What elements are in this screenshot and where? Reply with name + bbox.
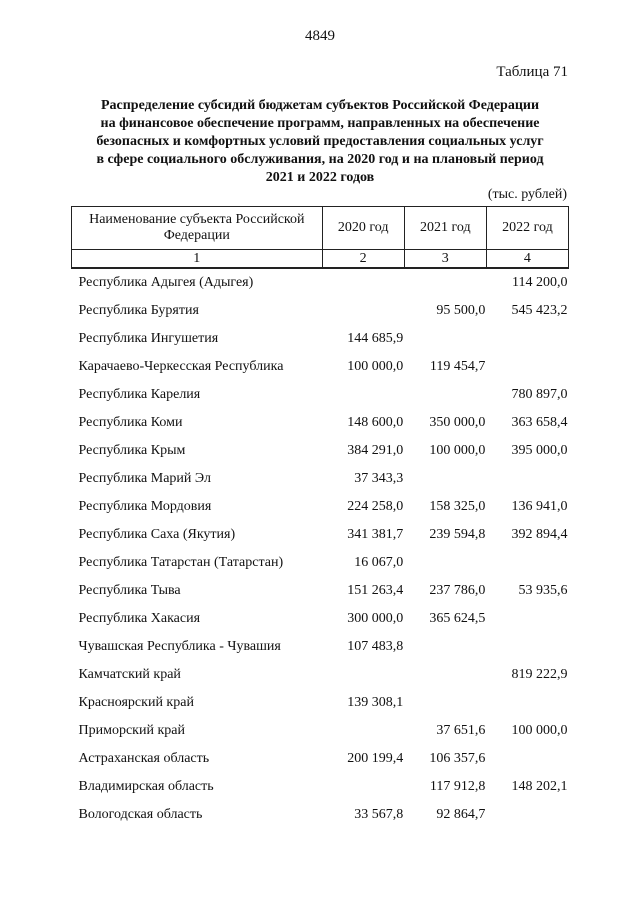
value-2020-cell: 139 308,1 <box>347 695 404 710</box>
title-line: безопасных и комфортных условий предоставления социальных услуг <box>96 134 544 149</box>
table-row <box>72 689 569 717</box>
value-2022-cell: 136 941,0 <box>511 499 568 514</box>
value-2022-cell <box>486 801 568 829</box>
value-2021-cell: 350 000,0 <box>429 415 486 430</box>
subject-name-cell: Красноярский край <box>78 695 194 710</box>
table-row <box>72 717 569 745</box>
title-line: на финансовое обеспечение программ, направленных на обеспечение <box>100 116 540 131</box>
value-2022-cell <box>486 745 568 773</box>
value-2021-cell <box>404 549 486 577</box>
value-2022-cell: 819 222,9 <box>511 667 568 682</box>
value-2020-cell: 100 000,0 <box>347 359 404 374</box>
value-2022-cell <box>486 633 568 661</box>
table-row <box>72 661 569 689</box>
value-2020-cell <box>322 717 404 745</box>
subject-name-cell: Республика Ингушетия <box>78 331 219 346</box>
table-label: Таблица 71 <box>496 64 568 80</box>
subject-name-cell: Карачаево-Черкесская Республика <box>78 359 284 374</box>
header-2021: 2021 год <box>404 207 486 250</box>
value-2020-cell: 224 258,0 <box>347 499 404 514</box>
title-line: Распределение субсидий бюджетам субъектов Российской Федерации <box>100 98 540 113</box>
value-2020-cell: 16 067,0 <box>354 555 404 570</box>
subject-name-cell: Республика Крым <box>78 443 186 458</box>
value-2022-cell <box>486 353 568 381</box>
value-2021-cell: 100 000,0 <box>429 443 486 458</box>
subject-name-cell: Астраханская область <box>78 751 210 766</box>
subject-name-cell: Республика Тыва <box>78 583 181 598</box>
subject-name-cell: Республика Татарстан (Татарстан) <box>78 555 284 570</box>
subject-name-cell: Республика Хакасия <box>78 611 201 626</box>
table-header-row <box>72 207 569 250</box>
value-2020-cell <box>322 268 404 297</box>
value-2020-cell: 341 381,7 <box>347 527 404 542</box>
subject-name-cell: Камчатский край <box>78 667 181 682</box>
value-2021-cell: 119 454,7 <box>429 359 486 374</box>
value-2020-cell <box>322 661 404 689</box>
value-2021-cell: 365 624,5 <box>429 611 486 626</box>
value-2021-cell: 106 357,6 <box>429 751 486 766</box>
value-2022-cell: 363 658,4 <box>511 415 568 430</box>
header-2020: 2020 год <box>322 207 404 250</box>
subject-name-cell: Республика Карелия <box>78 387 201 402</box>
value-2020-cell: 300 000,0 <box>347 611 404 626</box>
value-2021-cell <box>404 633 486 661</box>
page-number: 4849 <box>305 28 335 44</box>
value-2020-cell <box>322 773 404 801</box>
subject-name-cell: Республика Марий Эл <box>78 471 211 486</box>
column-number: 1 <box>72 250 323 269</box>
table-row <box>72 633 569 661</box>
subject-name-cell: Вологодская область <box>78 807 203 822</box>
value-2021-cell: 92 864,7 <box>436 807 486 822</box>
subject-name-cell: Республика Бурятия <box>78 303 199 318</box>
value-2022-cell: 100 000,0 <box>511 723 568 738</box>
value-2021-cell <box>404 325 486 353</box>
value-2021-cell <box>404 689 486 717</box>
table-row <box>72 493 569 521</box>
table-row <box>72 268 569 297</box>
document-title <box>60 97 580 187</box>
table-row <box>72 745 569 773</box>
value-2020-cell: 33 567,8 <box>354 807 404 822</box>
value-2021-cell: 239 594,8 <box>429 527 486 542</box>
value-2021-cell: 95 500,0 <box>436 303 486 318</box>
value-2022-cell: 395 000,0 <box>511 443 568 458</box>
table-row <box>72 353 569 381</box>
value-2022-cell: 114 200,0 <box>512 275 568 290</box>
table-row <box>72 773 569 801</box>
units-note: (тыс. рублей) <box>487 187 567 202</box>
column-number: 3 <box>404 250 486 269</box>
value-2021-cell <box>404 661 486 689</box>
value-2020-cell <box>322 297 404 325</box>
value-2020-cell: 151 263,4 <box>347 583 404 598</box>
value-2022-cell: 545 423,2 <box>511 303 568 318</box>
value-2022-cell <box>486 549 568 577</box>
value-2020-cell: 107 483,8 <box>347 639 404 654</box>
table-row <box>72 577 569 605</box>
subject-name-cell: Владимирская область <box>78 779 214 794</box>
table-row <box>72 549 569 577</box>
subject-name-cell: Республика Адыгея (Адыгея) <box>78 275 254 290</box>
subject-name-cell: Республика Саха (Якутия) <box>78 527 236 542</box>
column-number-row <box>72 250 569 269</box>
value-2022-cell <box>486 465 568 493</box>
subject-name-cell: Чувашская Республика - Чувашия <box>78 639 281 654</box>
value-2021-cell <box>404 381 486 409</box>
table-row <box>72 801 569 829</box>
value-2022-cell: 148 202,1 <box>511 779 568 794</box>
value-2022-cell <box>486 325 568 353</box>
table-row <box>72 605 569 633</box>
value-2020-cell <box>322 381 404 409</box>
value-2021-cell: 37 651,6 <box>436 723 486 738</box>
subject-name-cell: Приморский край <box>78 723 185 738</box>
value-2021-cell <box>404 268 486 297</box>
value-2020-cell: 148 600,0 <box>347 415 404 430</box>
column-number: 4 <box>486 250 568 269</box>
table-row <box>72 381 569 409</box>
table-row <box>72 297 569 325</box>
value-2021-cell: 158 325,0 <box>429 499 486 514</box>
value-2020-cell: 384 291,0 <box>347 443 404 458</box>
table-row <box>72 521 569 549</box>
subject-name-cell: Республика Мордовия <box>78 499 212 514</box>
header-2022: 2022 год <box>486 207 568 250</box>
value-2020-cell: 37 343,3 <box>354 471 404 486</box>
value-2022-cell: 780 897,0 <box>511 387 568 402</box>
value-2021-cell: 117 912,8 <box>429 779 486 794</box>
subsidy-table <box>71 206 569 829</box>
header-subject-name: Наименование субъекта Российской Федерации <box>72 207 323 250</box>
table-row <box>72 325 569 353</box>
table-row <box>72 409 569 437</box>
value-2022-cell <box>486 605 568 633</box>
value-2020-cell: 200 199,4 <box>347 751 404 766</box>
value-2021-cell: 237 786,0 <box>429 583 486 598</box>
value-2020-cell: 144 685,9 <box>347 331 404 346</box>
value-2021-cell <box>404 465 486 493</box>
subject-name-cell: Республика Коми <box>78 415 183 430</box>
value-2022-cell: 53 935,6 <box>518 583 568 598</box>
title-line: 2021 и 2022 годов <box>265 170 375 185</box>
title-line: в сфере социального обслуживания, на 2020 год и на плановый период <box>96 152 544 167</box>
column-number: 2 <box>322 250 404 269</box>
value-2022-cell <box>486 689 568 717</box>
table-row <box>72 465 569 493</box>
value-2022-cell: 392 894,4 <box>511 527 568 542</box>
table-body <box>72 268 569 829</box>
table-row <box>72 437 569 465</box>
